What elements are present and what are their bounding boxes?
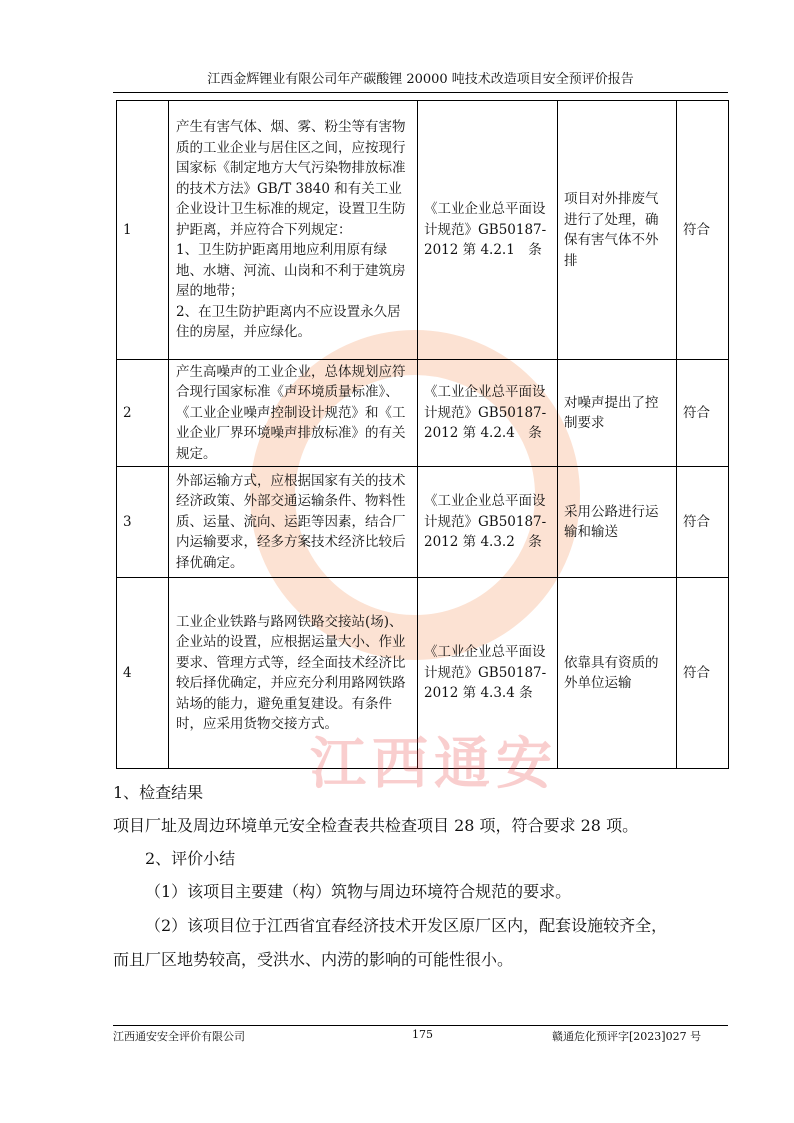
row-number: 1 [117,101,169,360]
safety-checklist-table [116,100,729,769]
check-content [169,360,418,467]
check-result: 采用公路进行运输和输送 [558,467,677,578]
check-basis: 《工业企业总平面设计规范》GB50187-2012 第 4.2.1 条 [418,101,558,360]
table-row [117,101,729,360]
check-content [169,578,418,769]
footer-divider [113,1025,728,1026]
content-line: 工业企业铁路与路网铁路交接站(场)、 [176,613,403,630]
check-conclusion: 符合 [677,360,729,467]
check-result: 项目对外排废气进行了处理，确保有害气体不外排 [558,101,677,360]
content-line: 产生高噪声的工业企业，总体规划应符合现行国家标准《声环境质量标准》、《工业企业噪声控制设计规范》和《工 业企业厂界环境噪声排放标准》的有关 规定。 [176,363,406,462]
row-number: 2 [117,360,169,467]
content-line: 产生有害气体、烟、雾、粉尘等有害物质的工业企业与居住区之间，应按现行国家标《制定地方大气污染物排放标准的技术方法》GB/T 3840 和有关工业企业设计卫生标准的规定，设置卫生防护距离，并应符合下列规定： [176,119,406,238]
watermark-text: 江西通安 [310,731,558,797]
section-heading-summary: 2、评价小结 [145,849,236,868]
check-basis: 《工业企业总平面设计规范》GB50187-2012 第 4.3.4 条 [418,578,558,769]
check-content [169,101,418,360]
check-result: 依靠具有资质的外单位运输 [558,578,677,769]
content-line: 要求、管理方式等，经全面技术经济比较后择优确定，并应充分利用路网铁路站场的能力，避免重复建设。有条件时，应采用货物交接方式。 [176,654,406,732]
page-number: 175 [412,1028,433,1041]
footer-doc-number: 赣通危化预评字[2023]027 号 [552,1030,702,1043]
header-divider [113,92,728,93]
check-basis: 《工业企业总平面设计规范》GB50187-2012 第 4.2.4 条 [418,360,558,467]
check-basis: 《工业企业总平面设计规范》GB50187-2012 第 4.3.2 条 [418,467,558,578]
content-line: 1、卫生防护距离用地应利用原有绿地、水塘、河流、山岗和不利于建筑房屋的地带； [176,242,406,300]
check-conclusion: 符合 [677,578,729,769]
content-line: 企业站的设置，应根据运量大小、作业 [176,634,406,650]
footer-company: 江西通安安全评价有限公司 [113,1030,245,1043]
section-heading-results: 1、检查结果 [113,783,204,802]
table-row [117,360,729,467]
content-line: 2、在卫生防护距离内不应设置永久居住的房屋，并应绿化。 [176,303,401,341]
paragraph: 项目厂址及周边环境单元安全检查表共检查项目 28 项，符合要求 28 项。 [113,816,639,835]
paragraph: 而且厂区地势较高，受洪水、内涝的影响的可能性很小。 [113,950,514,969]
check-content [169,467,418,578]
check-result: 对噪声提出了控制要求 [558,360,677,467]
check-conclusion: 符合 [677,467,729,578]
content-line: 外部运输方式，应根据国家有关的技术经济政策、外部交通运输条件、物料性质、运量、流向、运距等因素，结合厂内运输要求，经多方案技术经济比较后择优确定。 [176,472,406,571]
page-header-title: 江西金辉锂业有限公司年产碳酸锂 20000 吨技术改造项目安全预评价报告 [207,72,634,87]
check-conclusion: 符合 [677,101,729,360]
table-row [117,578,729,769]
paragraph: （1）该项目主要建（构）筑物与周边环境符合规范的要求。 [145,882,572,901]
table-row [117,467,729,578]
paragraph: （2）该项目位于江西省宜春经济技术开发区原厂区内，配套设施较齐全， [145,916,668,935]
row-number: 4 [117,578,169,769]
row-number: 3 [117,467,169,578]
